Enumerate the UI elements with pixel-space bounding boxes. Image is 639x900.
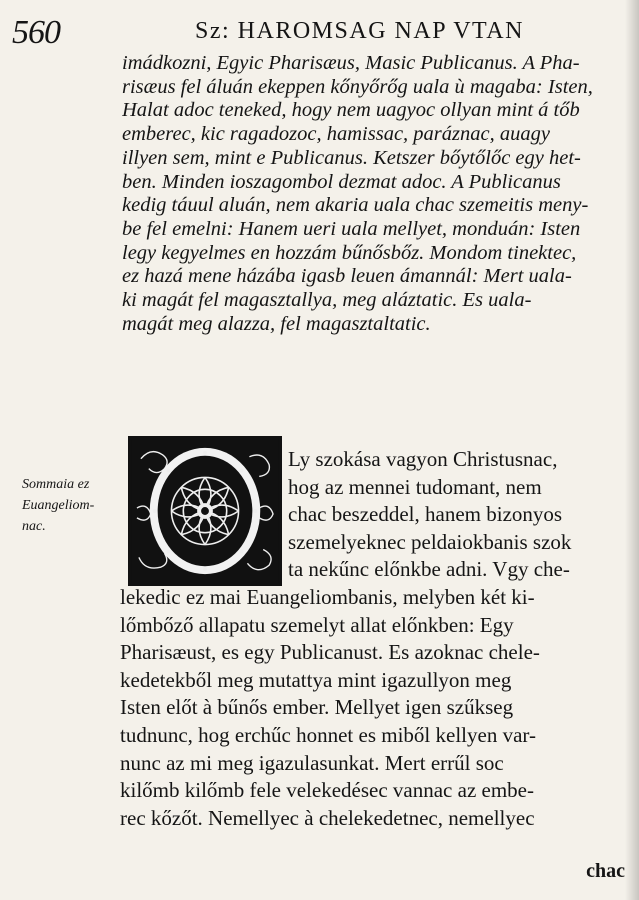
marginal-note-line: Sommaia ez [22, 477, 90, 492]
catchword: chac [586, 860, 625, 882]
text-line: rec kőzőt. Nemellyec à chelekedetnec, nemellyec [120, 805, 535, 830]
text-line: emberec, kic ragadozoc, hamissac, paráznac, auagy [122, 123, 550, 146]
text-line: Pharisæust, es egy Publicanust. Es azoknac chele- [120, 640, 540, 665]
marginal-note [22, 474, 120, 537]
text-line: nunc az mi meg igazulasunkat. Mert errűl soc [120, 750, 504, 775]
text-line: chac beszeddel, hanem bizonyos [288, 502, 563, 527]
text-line: kilőmb kilőmb fele velekedésec vannac az embe- [120, 778, 534, 803]
text-line: ez hazá mene házába igasb leuen ámannál: Mert uala- [122, 265, 572, 288]
text-line: lekedic ez mai Euangeliombanis, melyben két ki- [120, 584, 535, 609]
text-line: legy kegyelmes en hozzám bűnősbőz. Mondom tinektec, [122, 241, 577, 264]
marginal-note-line: nac. [22, 519, 46, 534]
text-line: hog az mennei tudomant, nem [288, 474, 542, 499]
text-line: ben. Minden ioszagombol dezmat adoc. A Publicanus [122, 170, 561, 193]
text-line: Halat adoc teneked, hogy nem uagyoc ollyan mint á tőb [122, 99, 580, 122]
running-head: Sz: HAROMSAG NAP VTAN [195, 18, 524, 44]
text-line: ta nekűnc előnkbe adni. Vgy che- [288, 557, 570, 582]
text-line: szemelyeknec peldaiokbanis szok [288, 529, 572, 554]
text-line: risæus fel áluán ekeppen kőnyőrőg uala ù magaba: Isten, [122, 75, 593, 98]
marginal-note-line: Euangeliom- [22, 498, 95, 513]
text-line: tudnunc, hog erchűc honnet es miből kellyen var- [120, 722, 536, 747]
italic-paragraph [122, 52, 628, 336]
text-line: ki magát fel magasztallya, meg aláztatic. Es uala- [122, 289, 532, 312]
text-line: imádkozni, Egyic Pharisæus, Masic Publicanus. A Pha- [122, 52, 580, 74]
page-number: 560 [12, 14, 60, 51]
text-line: kedetekből meg mutattya mint igazullyon meg [120, 667, 512, 692]
text-line: Ly szokása vagyon Christusnac, [288, 447, 558, 471]
text-line: magát meg alazza, fel magasztaltatic. [122, 312, 431, 335]
roman-paragraph [120, 446, 630, 832]
text-line: Isten előt à bűnős ember. Mellyet igen szűkseg [120, 695, 514, 720]
text-line: kedig táuul aluán, nem akaria uala chac szemeitis meny- [122, 194, 589, 217]
text-line: be fel emelni: Hanem ueri uala mellyet, monduán: Isten [122, 217, 581, 240]
text-line: lőmbőző allapatu szemelyt allat előnkben: Egy [120, 612, 514, 637]
page-edge-shadow [625, 0, 639, 900]
text-line: illyen sem, mint e Publicanus. Ketszer bőytőlőc egy het- [122, 146, 581, 169]
